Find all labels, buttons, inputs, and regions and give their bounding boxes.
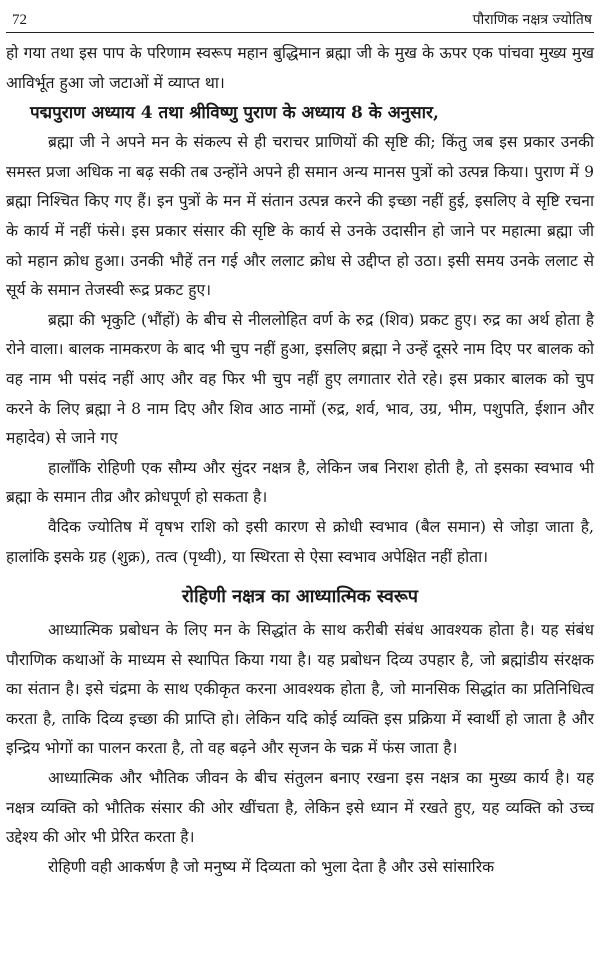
running-title: पौराणिक नक्षत्र ज्योतिष: [472, 12, 592, 28]
running-header: [6, 10, 594, 33]
paragraph-spiritual-awakening: आध्यात्मिक प्रबोधन के लिए मन के सिद्धांत के साथ करीबी संबंध आवश्यक होता है। यह संबंध पौराणिक कथाओं के माध्यम से स्थापित किया गया है। यह प्रबोधन दिव्य उपहार है, जो ब्रह्मांडीय संरक्षक का संतान है। इसे चंद्रमा के साथ एकीकृत करना आवश्यक होता है, जो मानसिक सिद्धांत का प्रतिनिधित्व करता है, ताकि दिव्य इच्छा की प्राप्ति हो। लेकिन यदि कोई व्यक्ति इस प्रक्रिया में स्वार्थी हो जाता है और इन्द्रिय भोगों का पालन करता है, तो वह बढ़ने और सृजन के चक्र में फंस जाता है।: [6, 621, 594, 758]
paragraph-rudra-names: ब्रह्मा की भृकुटि (भौंहों) के बीच से नीललोहित वर्ण के रुद्र (शिव) प्रकट हुए। रुद्र का अर्थ होता है रोने वाला। बालक नामकरण के बाद भी चुप नहीं हुआ, इसलिए ब्रह्मा ने उन्हें दूसरे नाम दिए पर बालक को वह नाम भी पसंद नहीं आए और वह फिर भी चुप नहीं हुए लगातार रोते रहे। इस प्रकार बालक को चुप करने के लिए ब्रह्मा ने 8 नाम दिए और शिव आठ नामों (रुद्र, शर्व, भाव, उग्र, भीम, पशुपति, ईशान और महादेव) से जाने गए: [6, 310, 594, 448]
page-number: 72: [12, 12, 27, 28]
paragraph-rohini-nature: हालाँकि रोहिणी एक सौम्य और सुंदर नक्षत्र है, लेकिन जब निराश होती है, तो इसका स्वभाव भी ब्रह्मा के समान तीव्र और क्रोधपूर्ण हो सकता है।: [6, 458, 594, 507]
paragraph-attraction: रोहिणी वही आकर्षण है जो मनुष्य में दिव्यता को भुला देता है और उसे सांसारिक: [48, 857, 495, 876]
paragraph-balance: आध्यात्मिक और भौतिक जीवन के बीच संतुलन बनाए रखना इस नक्षत्र का मुख्य कार्य है। यह नक्षत्र व्यक्ति को भौतिक संसार की ओर खींचता है, लेकिन इसे ध्यान में रखते हुए, यह व्यक्ति को उच्च उद्देश्य की ओर भी प्रेरित करता है।: [6, 769, 594, 847]
page-body: [6, 39, 594, 882]
section-heading-spiritual: रोहिणी नक्षत्र का आध्यात्मिक स्वरूप: [181, 586, 419, 608]
section-heading-padma-purana: पद्मपुराण अध्याय 4 तथा श्रीविष्णु पुराण के अध्याय 8 के अनुसार,: [30, 103, 439, 124]
paragraph-continuation: हो गया तथा इस पाप के परिणाम स्वरूप महान बुद्धिमान ब्रह्मा जी के मुख के ऊपर एक पांचवा मुख्य मुख आविर्भूत हुआ जो जटाओं में व्याप्त था।: [6, 44, 594, 92]
paragraph-vrishabha-rashi: वैदिक ज्योतिष में वृषभ राशि को इसी कारण से क्रोधी स्वभाव (बैल समान) से जोड़ा जाता है, हालांकि इसके ग्रह (शुक्र), तत्व (पृथ्वी), या स्थिरता से ऐसा स्वभाव अपेक्षित नहीं होता।: [6, 517, 594, 566]
paragraph-brahma-creation: ब्रह्मा जी ने अपने मन के संकल्प से ही चराचर प्राणियों की सृष्टि की; किंतु जब इस प्रकार उनकी समस्त प्रजा अधिक ना बढ़ सकी तब उन्होंने अपने ही समान अन्य मानस पुत्रों को उत्पन्न किया। पुराण में 9 ब्रह्मा निश्चित किए गए हैं। इन पुत्रों के मन में संतान उत्पन्न करने की इच्छा नहीं हुई, इसलिए वे सृष्टि रचना के कार्य में नहीं फंसे। इस प्रकार संसार की सृष्टि के कार्य से उनके उदासीन हो जाने पर महात्मा ब्रह्मा जी को महान क्रोध हुआ। उनकी भौहें तन गई और ललाट क्रोध से उद्दीप्त हो उठा। इसी समय उनके ललाट से सूर्य के समान तेजस्वी रूद्र प्रकट हुए।: [6, 133, 594, 300]
